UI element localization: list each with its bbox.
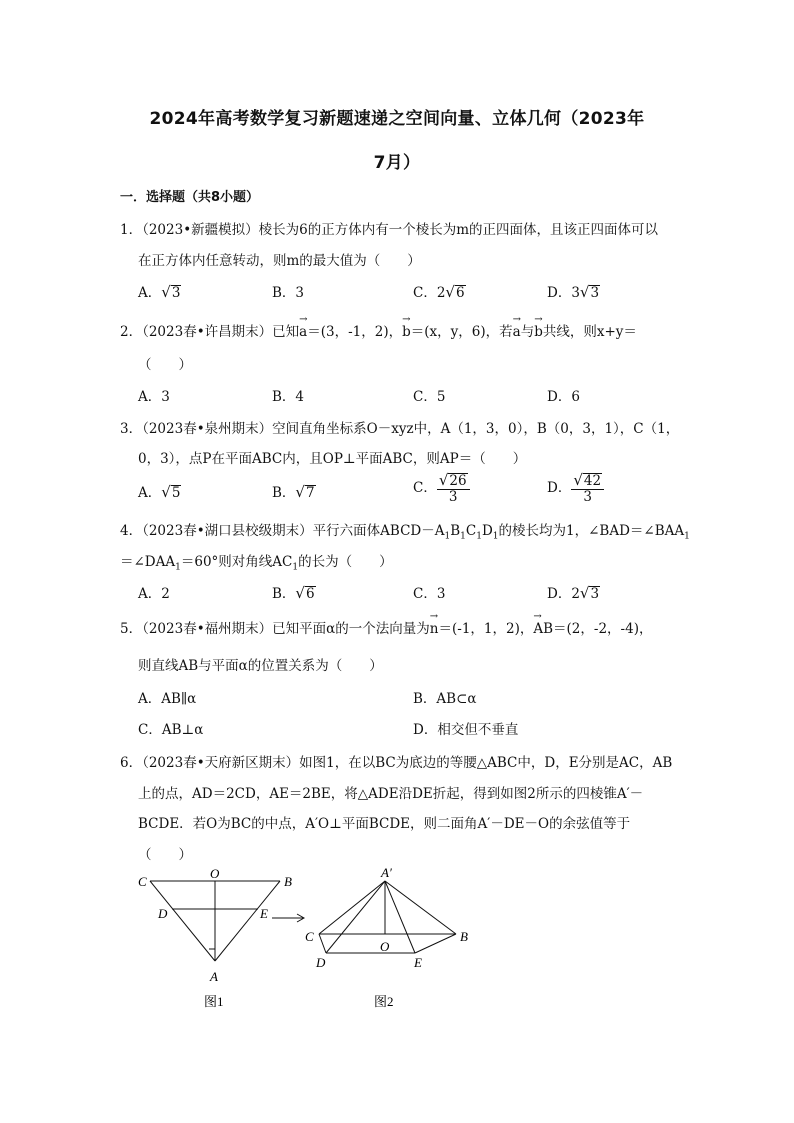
page-title-line1: 2024年高考数学复习新题速递之空间向量、立体几何（2023年: [149, 109, 645, 129]
q3-option-b: B．√7: [272, 483, 315, 501]
vector-ab: → AB: [533, 621, 553, 637]
q5-option-d: D．相交但不垂直: [413, 722, 519, 738]
q3-option-c: C． $\frac{√26}{3}$: [413, 472, 470, 505]
q4-option-d: D．2√3: [547, 584, 600, 602]
section-heading: 一．选择题（共8小题）: [120, 190, 260, 205]
q2-option-c: C．5: [413, 389, 446, 405]
fig1-label-e: E: [260, 906, 268, 921]
q4-stem-line2: $=\angle DAA_1=60^\circ$则对角线$AC_1$的长为（ ）: [120, 554, 393, 573]
q2-option-d: D．6: [547, 389, 580, 405]
q2-option-a: A．3: [138, 389, 170, 405]
fig2-label-o: O: [380, 939, 390, 954]
fig2-label-a: A′: [381, 865, 392, 880]
fig2-caption: 图2: [374, 994, 394, 1009]
q6-stem-line3: BCDE．若O为BC的中点，A′O⊥平面BCDE，则二面角A′－DE－O的余弦值等于: [138, 816, 631, 832]
fig1-edge-ba: [215, 881, 280, 961]
fold-arrow: [272, 914, 304, 922]
q5-stem-line1: 5．（2023春•福州期末）已知平面α的一个法向量为→ n＝(-1，1，2)，→ AB＝(2，-2，-4)，: [120, 617, 652, 637]
fig2-label-e: E: [414, 955, 422, 970]
fig2-edge-ac: [319, 881, 385, 934]
fig2-edge-cd: [319, 934, 326, 953]
q4-stem-line1: 4．（2023春•湖口县校级期末）平行六面体$ABCD-A_1B_1C_1D_1$的棱长均为1，$\angle BAD=\angle BAA_1$: [120, 523, 690, 542]
fig1-label-o: O: [210, 866, 220, 881]
fig2-label-b: B: [460, 929, 468, 944]
fig1-label-d: D: [158, 906, 168, 921]
figure-1: [150, 881, 280, 961]
q6-stem-line4: （ ）: [138, 847, 192, 863]
fig1-label-a: A: [210, 969, 218, 984]
fig2-edge-ad: [326, 881, 385, 953]
q3-stem-line2: 0，3），点P在平面ABC内，且OP⊥平面ABC，则AP＝（ ）: [138, 451, 527, 467]
q4-option-b: B．√6: [272, 584, 315, 602]
q6-stem-line1: 6．（2023春•天府新区期末）如图1，在以BC为底边的等腰△ABC中，D，E分别是AC，AB: [120, 755, 673, 771]
q4-option-c: C．3: [413, 586, 446, 602]
q2-stem-line1: 2．（2023春•许昌期末）已知→ a＝(3，-1，2)，→ b＝(x，y，6)，若→ a与→ b共线，则x+y＝: [120, 320, 637, 340]
q5-option-a: A．AB∥α: [138, 691, 197, 707]
q1-stem-line2: 在正方体内任意转动，则m的最大值为（ ）: [138, 253, 421, 269]
fig2-label-c: C: [305, 929, 314, 944]
fig1-label-b: B: [284, 874, 292, 889]
q1-option-d: D．3√3: [547, 283, 600, 301]
q1-option-c: C．2√6: [413, 283, 465, 301]
q6-stem-line2: 上的点，AD＝2CD，AE＝2BE，将△ADE沿DE折起，得到如图2所示的四棱锥A′－: [138, 786, 644, 802]
geometry-figure: [0, 860, 794, 1020]
fig2-label-d: D: [316, 955, 326, 970]
fig1-caption: 图1: [204, 994, 224, 1009]
page-title-line2: 7月）: [373, 153, 421, 173]
vector-n: → n: [430, 621, 439, 637]
q2-option-b: B．4: [272, 389, 305, 405]
q3-option-a: A．√5: [138, 483, 181, 501]
q1-option-a: A．√3: [138, 283, 181, 301]
q5-option-b: B．AB⊂α: [413, 691, 477, 707]
q3-option-d: D． $\frac{√42}{3}$: [547, 472, 604, 505]
q5-option-c: C．AB⊥α: [138, 722, 204, 738]
q1-option-b: B．3: [272, 285, 305, 301]
fig2-edge-eb: [415, 934, 456, 953]
fig1-label-c: C: [138, 874, 147, 889]
q5-stem-line2: 则直线AB与平面α的位置关系为（ ）: [138, 658, 383, 674]
fig1-edge-ca: [150, 881, 215, 961]
q3-stem-line1: 3．（2023春•泉州期末）空间直角坐标系O－xyz中，A（1，3，0），B（0，3，1），C（1，: [120, 421, 680, 437]
q2-stem-line2: （ ）: [138, 357, 192, 373]
vector-a: → a: [299, 324, 307, 340]
q1-stem-line1: 1．（2023•新疆模拟）棱长为6的正方体内有一个棱长为m的正四面体，且该正四面体可以: [120, 222, 659, 238]
vector-b: → b: [402, 324, 411, 340]
q4-option-a: A．2: [138, 586, 170, 602]
